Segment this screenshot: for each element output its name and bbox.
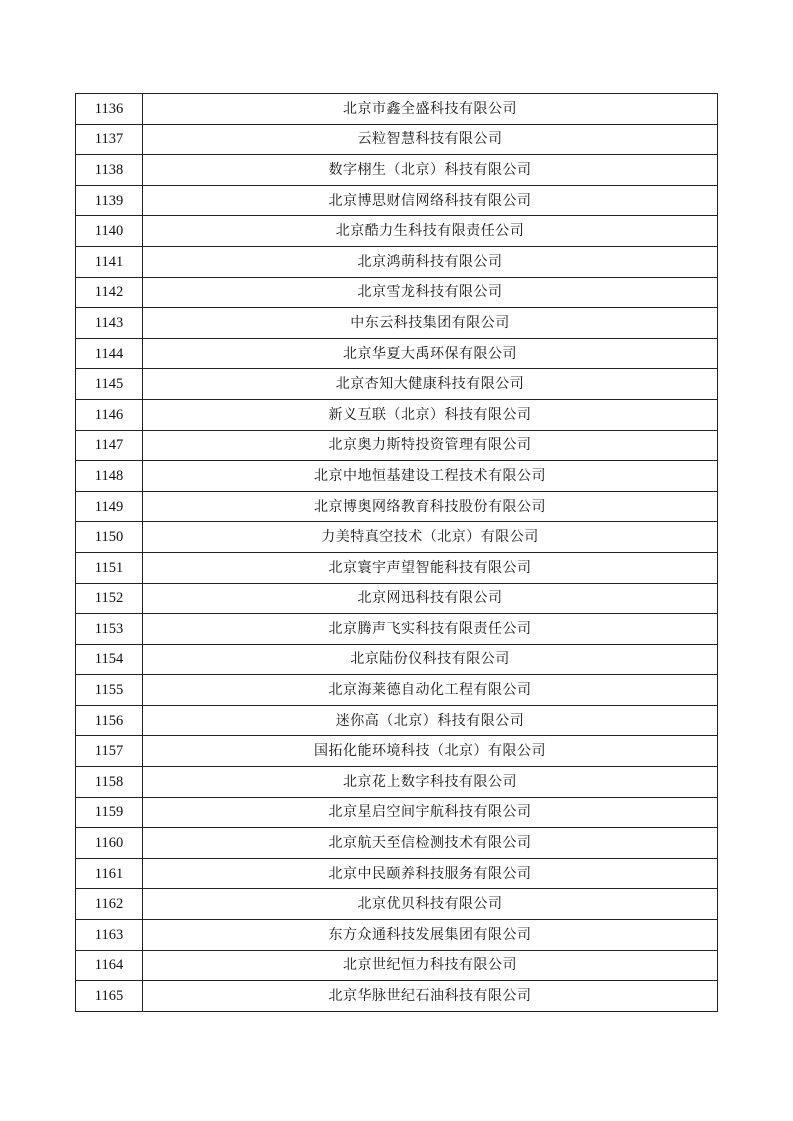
row-number: 1153 xyxy=(76,614,143,645)
row-number: 1141 xyxy=(76,246,143,277)
company-name: 力美特真空技术（北京）有限公司 xyxy=(143,522,718,553)
company-name: 北京中地恒基建设工程技术有限公司 xyxy=(143,461,718,492)
company-name: 数字栩生（北京）科技有限公司 xyxy=(143,155,718,186)
row-number: 1144 xyxy=(76,338,143,369)
company-name: 北京华夏大禹环保有限公司 xyxy=(143,338,718,369)
table-row xyxy=(76,583,718,614)
row-number: 1150 xyxy=(76,522,143,553)
table-row xyxy=(76,94,718,125)
company-name: 北京奥力斯特投资管理有限公司 xyxy=(143,430,718,461)
company-name: 北京市鑫全盛科技有限公司 xyxy=(143,94,718,125)
row-number: 1147 xyxy=(76,430,143,461)
table-row xyxy=(76,797,718,828)
company-name: 北京海莱德自动化工程有限公司 xyxy=(143,675,718,706)
company-name: 北京世纪恒力科技有限公司 xyxy=(143,950,718,981)
row-number: 1148 xyxy=(76,461,143,492)
row-number: 1143 xyxy=(76,308,143,339)
table-row xyxy=(76,216,718,247)
table-row xyxy=(76,491,718,522)
table-row xyxy=(76,675,718,706)
company-name: 北京网迅科技有限公司 xyxy=(143,583,718,614)
table-row xyxy=(76,185,718,216)
table-row xyxy=(76,614,718,645)
company-name: 北京腾声飞实科技有限责任公司 xyxy=(143,614,718,645)
company-name: 北京陆份仪科技有限公司 xyxy=(143,644,718,675)
table-row xyxy=(76,889,718,920)
company-name: 北京寰宇声望智能科技有限公司 xyxy=(143,552,718,583)
row-number: 1158 xyxy=(76,767,143,798)
company-name: 迷你高（北京）科技有限公司 xyxy=(143,705,718,736)
company-name: 北京优贝科技有限公司 xyxy=(143,889,718,920)
table-row xyxy=(76,369,718,400)
table-row xyxy=(76,920,718,951)
table-row xyxy=(76,124,718,155)
row-number: 1156 xyxy=(76,705,143,736)
company-name: 北京博思财信网络科技有限公司 xyxy=(143,185,718,216)
company-name: 北京中民颐养科技服务有限公司 xyxy=(143,858,718,889)
table-row xyxy=(76,552,718,583)
row-number: 1137 xyxy=(76,124,143,155)
company-name: 新义互联（北京）科技有限公司 xyxy=(143,399,718,430)
row-number: 1142 xyxy=(76,277,143,308)
table-row xyxy=(76,430,718,461)
company-name: 云粒智慧科技有限公司 xyxy=(143,124,718,155)
table-row xyxy=(76,950,718,981)
row-number: 1162 xyxy=(76,889,143,920)
table-row xyxy=(76,736,718,767)
row-number: 1146 xyxy=(76,399,143,430)
company-name: 北京华脉世纪石油科技有限公司 xyxy=(143,981,718,1012)
table-row xyxy=(76,338,718,369)
company-name: 北京航天至信检测技术有限公司 xyxy=(143,828,718,859)
company-name: 北京博奥网络教育科技股份有限公司 xyxy=(143,491,718,522)
row-number: 1149 xyxy=(76,491,143,522)
row-number: 1145 xyxy=(76,369,143,400)
table-row xyxy=(76,246,718,277)
table-row xyxy=(76,981,718,1012)
row-number: 1161 xyxy=(76,858,143,889)
table-row xyxy=(76,399,718,430)
row-number: 1155 xyxy=(76,675,143,706)
company-name: 北京花上数字科技有限公司 xyxy=(143,767,718,798)
row-number: 1152 xyxy=(76,583,143,614)
row-number: 1159 xyxy=(76,797,143,828)
row-number: 1140 xyxy=(76,216,143,247)
table-row xyxy=(76,705,718,736)
company-name: 北京酷力生科技有限责任公司 xyxy=(143,216,718,247)
row-number: 1160 xyxy=(76,828,143,859)
table-row xyxy=(76,858,718,889)
row-number: 1138 xyxy=(76,155,143,186)
row-number: 1164 xyxy=(76,950,143,981)
company-name: 北京雪龙科技有限公司 xyxy=(143,277,718,308)
table-row xyxy=(76,308,718,339)
company-name: 北京杏知大健康科技有限公司 xyxy=(143,369,718,400)
table-row xyxy=(76,767,718,798)
table-row xyxy=(76,828,718,859)
company-name: 北京鸿萌科技有限公司 xyxy=(143,246,718,277)
row-number: 1151 xyxy=(76,552,143,583)
company-name: 中东云科技集团有限公司 xyxy=(143,308,718,339)
table-row xyxy=(76,155,718,186)
company-name: 东方众通科技发展集团有限公司 xyxy=(143,920,718,951)
row-number: 1163 xyxy=(76,920,143,951)
table-row xyxy=(76,461,718,492)
table-row xyxy=(76,522,718,553)
row-number: 1154 xyxy=(76,644,143,675)
row-number: 1136 xyxy=(76,94,143,125)
row-number: 1165 xyxy=(76,981,143,1012)
company-list-table xyxy=(75,93,718,1012)
table-body xyxy=(76,94,718,1012)
company-name: 北京星启空间宇航科技有限公司 xyxy=(143,797,718,828)
table-row xyxy=(76,644,718,675)
row-number: 1139 xyxy=(76,185,143,216)
company-name: 国拓化能环境科技（北京）有限公司 xyxy=(143,736,718,767)
row-number: 1157 xyxy=(76,736,143,767)
table-row xyxy=(76,277,718,308)
